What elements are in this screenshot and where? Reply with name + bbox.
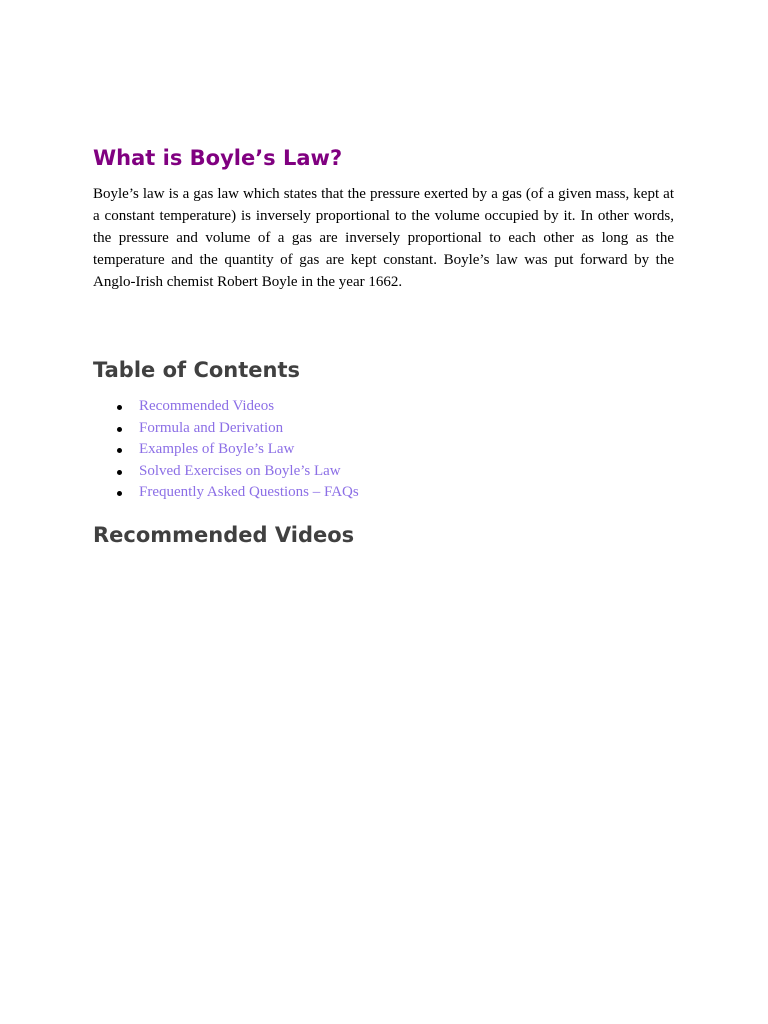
bullet-icon [117, 470, 122, 475]
bullet-icon [117, 491, 122, 496]
toc-link-faqs[interactable]: Frequently Asked Questions – FAQs [139, 484, 359, 500]
toc-item [93, 396, 674, 418]
intro-paragraph: Boyle’s law is a gas law which states that the pressure exerted by a gas (of a given mass, kept at a constant temperature) is inversely proportional to the volume occupied by it. In other words, the pressure and volume of a gas are inversely proportional to each other as long as the temperature and the quantity of gas are kept constant. Boyle’s law was put forward by the Anglo-Irish chemist Robert Boyle in the year 1662. [93, 186, 674, 290]
bullet-icon [117, 427, 122, 432]
bullet-icon [117, 405, 122, 410]
page-title: What is Boyle’s Law? [93, 146, 343, 170]
toc-heading: Table of Contents [93, 358, 301, 382]
toc-list [93, 396, 674, 504]
toc-link-recommended-videos[interactable]: Recommended Videos [139, 398, 275, 414]
toc-item [93, 439, 674, 461]
toc-link-solved-exercises[interactable]: Solved Exercises on Boyle’s Law [139, 462, 341, 479]
document-page [93, 142, 674, 551]
toc-link-examples[interactable]: Examples of Boyle’s Law [139, 441, 295, 457]
recommended-videos-heading: Recommended Videos [93, 522, 355, 547]
bullet-icon [117, 448, 122, 453]
toc-item [93, 482, 674, 504]
toc-item [93, 418, 674, 440]
toc-item [93, 461, 674, 483]
toc-link-formula-derivation[interactable]: Formula and Derivation [139, 419, 284, 436]
